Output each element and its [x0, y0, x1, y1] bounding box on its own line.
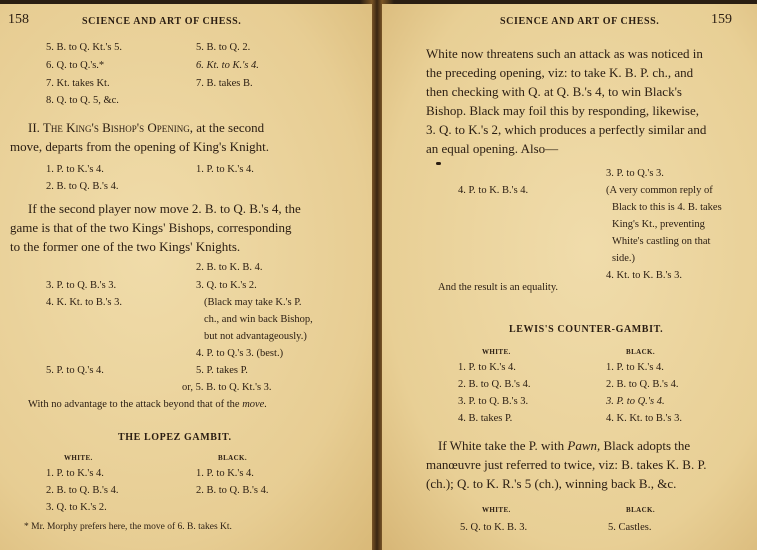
move-line: 5. Q. to K. B. 3. [460, 522, 528, 533]
paragraph-line: game is that of the two Kings' Bishops, corresponding [10, 220, 292, 235]
column-header-black: BLACK. [218, 454, 248, 462]
move-line: 2. B. to Q. B.'s 4. [46, 181, 119, 192]
paragraph-line: move, departs from the opening of King's Knight. [10, 139, 270, 154]
move-line: 2. B. to Q. B.'s 4. [606, 379, 679, 390]
section-heading: II. The King's Bishop's Opening, at the second [28, 120, 265, 135]
paragraph-line: 3. Q. to K.'s 2, which produces a perfectly similar and [426, 122, 707, 137]
move-line: 1. P. to K.'s 4. [196, 468, 254, 479]
move-line: 5. P. takes P. [196, 365, 248, 376]
move-line: 6. Q. to Q.'s.* [46, 60, 105, 71]
move-line: 1. P. to K.'s 4. [606, 362, 664, 373]
footnote: * Mr. Morphy prefers here, the move of 6. B. takes Kt. [24, 522, 232, 532]
lewis-counter-gambit-title: LEWIS'S COUNTER-GAMBIT. [509, 324, 664, 335]
move-line: 2. B. to Q. B.'s 4. [458, 379, 531, 390]
move-line: 3. P. to Q. B.'s 3. [458, 396, 529, 407]
move-line: 5. B. to Q. 2. [196, 42, 251, 53]
move-note: side.) [612, 253, 636, 264]
lopez-gambit-title: THE LOPEZ GAMBIT. [118, 432, 232, 443]
conclusion-line: With no advantage to the attack beyond that of the move. [28, 399, 267, 410]
paragraph-line: If the second player now move 2. B. to Q. B.'s 4, the [28, 201, 301, 216]
column-header-white: WHITE. [64, 454, 93, 462]
move-line: 3. P. to Q.'s 3. [606, 168, 664, 179]
move-line: 5. Castles. [608, 522, 652, 533]
move-line: 2. B. to Q. B.'s 4. [196, 485, 269, 496]
move-line: 4. Kt. to K. B.'s 3. [606, 270, 682, 281]
move-line: 5. P. to Q.'s 4. [46, 365, 104, 376]
move-line: 1. P. to K.'s 4. [46, 468, 104, 479]
move-note: Black to this is 4. B. takes [612, 202, 722, 213]
page-number-right: 159 [711, 12, 732, 27]
move-line: 3. Q. to K.'s 2. [46, 502, 107, 513]
left-page [0, 4, 372, 550]
right-page [382, 4, 757, 550]
column-header-white: WHITE. [482, 348, 511, 356]
column-header-white: WHITE. [482, 506, 511, 514]
paragraph-line: an equal opening. Also— [426, 141, 559, 156]
running-head-right: SCIENCE AND ART OF CHESS. [500, 16, 660, 27]
move-line: 4. K. Kt. to B.'s 3. [46, 297, 122, 308]
move-line: 2. B. to Q. B.'s 4. [46, 485, 119, 496]
paragraph-line: manœuvre just referred to twice, viz: B. takes K. B. P. [426, 457, 707, 472]
paragraph-line: the preceding opening, viz: to take K. B. P. ch., and [426, 65, 694, 80]
move-note: but not advantageously.) [204, 331, 307, 342]
move-line: 2. B. to K. B. 4. [196, 262, 263, 273]
page-number-left: 158 [8, 12, 29, 27]
move-line: 5. B. to Q. Kt.'s 5. [46, 42, 122, 53]
paragraph-line: to the former one of the two Kings' Knights. [10, 239, 241, 254]
paragraph-line: then checking with Q. at Q. B.'s 4, to win Black's [426, 84, 682, 99]
move-note: (A very common reply of [606, 185, 713, 196]
move-line: 4. K. Kt. to B.'s 3. [606, 413, 682, 424]
move-line: 7. B. takes B. [196, 78, 253, 89]
move-line: 3. P. to Q.'s 4. [606, 396, 665, 407]
paragraph-line: White now threatens such an attack as was noticed in [426, 46, 703, 61]
move-line: 6. Kt. to K.'s 4. [196, 60, 259, 71]
move-line: 8. Q. to Q. 5, &c. [46, 95, 119, 106]
move-note: White's castling on that [612, 236, 711, 247]
paragraph-line: If White take the P. with Pawn, Black adopts the [438, 438, 691, 453]
move-line: 1. P. to K.'s 4. [458, 362, 516, 373]
move-line: 7. Kt. takes Kt. [46, 78, 110, 89]
column-header-black: BLACK. [626, 348, 656, 356]
move-line: 4. P. to Q.'s 3. (best.) [196, 348, 284, 359]
move-line: or, 5. B. to Q. Kt.'s 3. [182, 382, 272, 393]
move-line: 1. P. to K.'s 4. [196, 164, 254, 175]
move-note: (Black may take K.'s P. [204, 297, 302, 308]
move-line: 4. P. to K. B.'s 4. [458, 185, 529, 196]
move-note: ch., and win back Bishop, [204, 314, 313, 325]
ink-speck [436, 162, 441, 165]
equality-line: And the result is an equality. [438, 282, 559, 293]
paragraph-line: (ch.); Q. to K. R.'s 5 (ch.), winning back B., &c. [426, 476, 677, 491]
column-header-black: BLACK. [626, 506, 656, 514]
move-line: 4. B. takes P. [458, 413, 513, 424]
move-line: 3. Q. to K.'s 2. [196, 280, 257, 291]
paragraph-line: Bishop. Black may foil this by responding, likewise, [426, 103, 699, 118]
move-line: 3. P. to Q. B.'s 3. [46, 280, 117, 291]
move-line: 1. P. to K.'s 4. [46, 164, 104, 175]
running-head-left: SCIENCE AND ART OF CHESS. [82, 16, 242, 27]
move-note: King's Kt., preventing [612, 219, 705, 230]
